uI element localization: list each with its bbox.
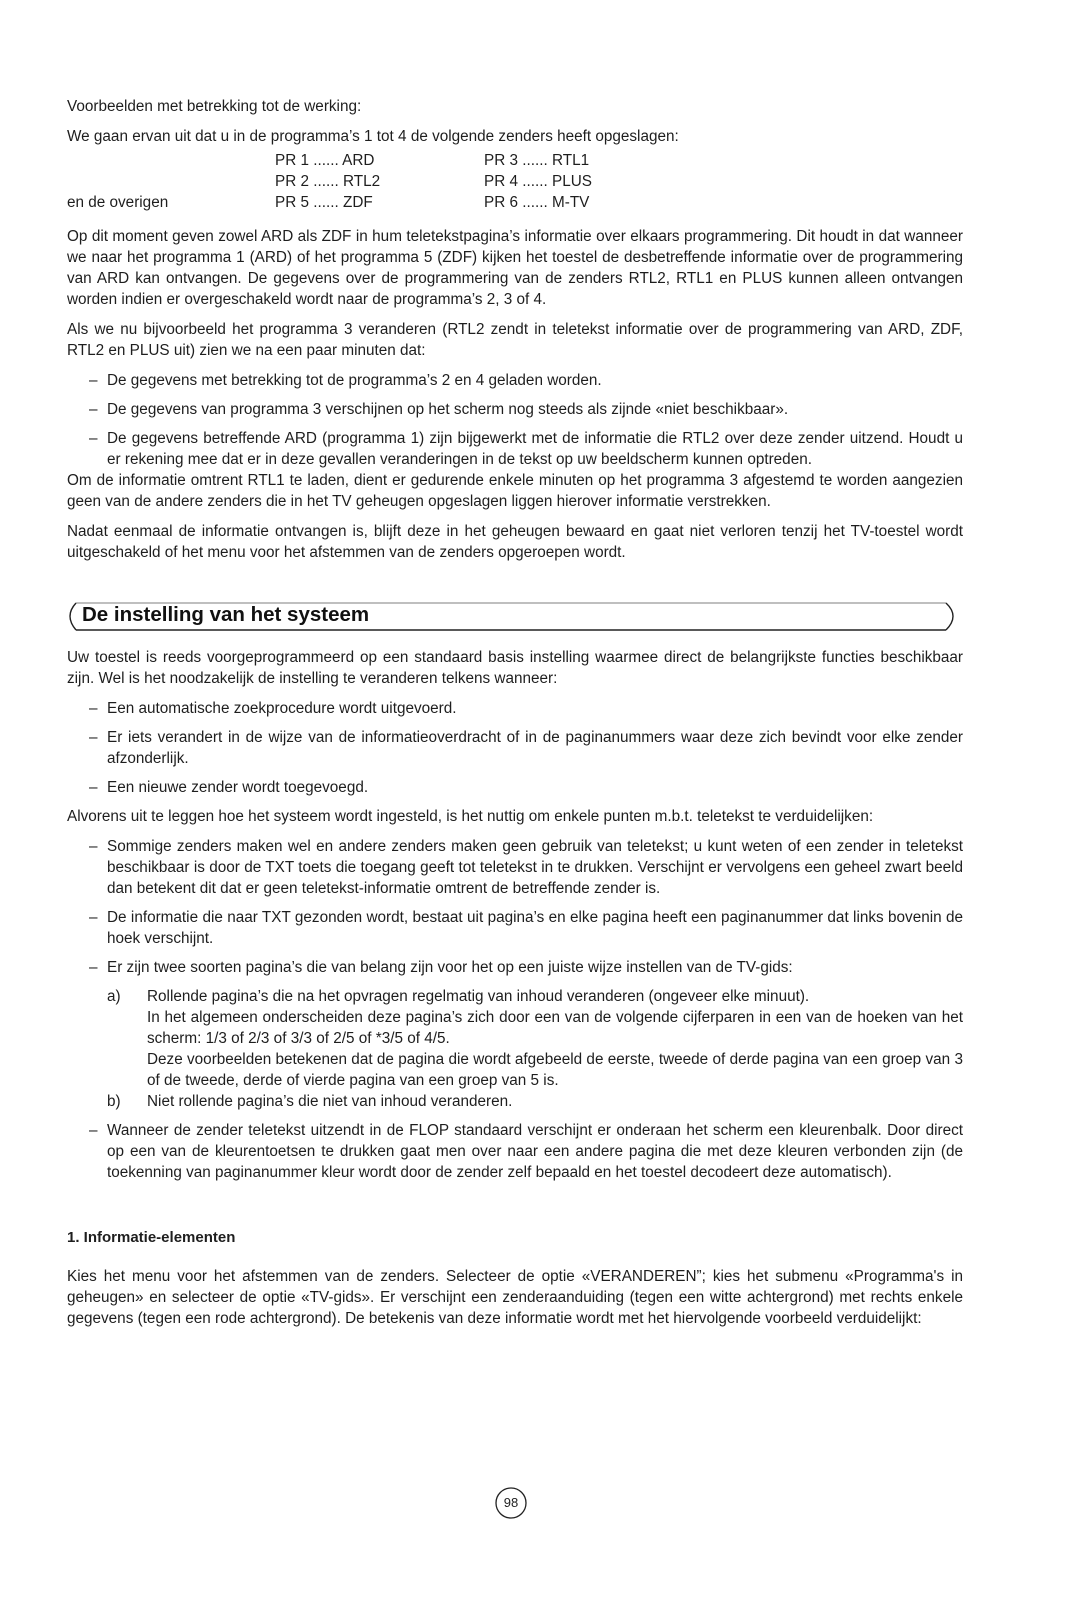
program-row-label: en de overigen <box>67 194 169 211</box>
paragraph: Op dit moment geven zowel ARD als ZDF in hum teletekstpagina’s informatie over elkaars programmering. Dit houdt in dat wanneer we naar het programma 1 (ARD) of het programma 5 (ZDF) kijken het toestel de desbetreffende informatie over de programmering van ARD kan ontvangen. De gegevens over de programmering van de zenders RTL2, RTL1 en PLUS kunnen alleen ontvangen worden indien er overgeschakeld wordt naar de programma’s 2, 3 of 4. <box>67 228 963 308</box>
sub-list-line: In het algemeen onderscheiden deze pagina’s zich door een van de volgende cijferparen in een van de hoeken van het scherm: 1/3 of 2/3 of 3/3 of 2/5 of *3/5 of 4/5. <box>147 1009 963 1047</box>
bullet-list <box>67 836 963 978</box>
sub-list-label: b) <box>107 1093 121 1110</box>
sub-list-item <box>107 1091 963 1112</box>
list-item: – De informatie die naar TXT gezonden wordt, bestaat uit pagina’s en elke pagina heeft een paginanummer dat links bovenin de hoek verschijnt. <box>67 907 963 949</box>
sub-list <box>107 986 963 1112</box>
sub-list-line: Niet rollende pagina’s die niet van inhoud veranderen. <box>147 1093 513 1110</box>
intro-heading: Voorbeelden met betrekking tot de werking: <box>67 98 362 115</box>
list-item: – Sommige zenders maken wel en andere zenders maken geen gebruik van teletekst; u kunt weten of een zender in teletekst beschikbaar is door de TXT toets die toegang geeft tot teletekst in te drukken. Verschijnt er vervolgens een geheel zwart beeld dan betekent dit dat er geen teletekst-informatie omtrent de betreffende zender is. <box>67 836 963 899</box>
program-row <box>67 150 963 171</box>
list-item: – Een automatische zoekprocedure wordt uitgevoerd. <box>67 698 963 719</box>
page-number: 98 <box>503 1495 519 1510</box>
paragraph: Om de informatie omtrent RTL1 te laden, dient er gedurende enkele minuten op het programma 3 afgestemd te worden aangezien geen van de andere zenders die in het TV geheugen opgeslagen liggen hierover informatie verstrekken. <box>67 472 963 510</box>
list-item: – De gegevens met betrekking tot de programma’s 2 en 4 geladen worden. <box>67 370 963 391</box>
list-item: – Er iets verandert in de wijze van de informatieoverdracht of in de paginanummers waar deze zich bevindt voor elke zender afzonderlijk. <box>67 727 963 769</box>
paragraph: Uw toestel is reeds voorgeprogrammeerd op een standaard basis instelling waarmee direct de belangrijkste functies beschikbaar zijn. Wel is het noodzakelijk de instelling te veranderen telkens wanneer: <box>67 649 963 687</box>
sub-list-line: Rollende pagina’s die na het opvragen regelmatig van inhoud veranderen (ongeveer elke minuut). <box>147 988 810 1005</box>
list-item: – Een nieuwe zender wordt toegevoegd. <box>67 777 963 798</box>
section-title: De instelling van het systeem <box>82 603 370 626</box>
program-entry: PR 3 ...... RTL1 <box>484 152 590 169</box>
program-entry: PR 4 ...... PLUS <box>484 173 592 190</box>
paragraph: Als we nu bijvoorbeeld het programma 3 veranderen (RTL2 zendt in teletekst informatie over de programmering van ARD, ZDF, RTL2 en PLUS uit) zien we na een paar minuten dat: <box>67 321 963 359</box>
bullet-list <box>67 1120 963 1183</box>
list-item: – Er zijn twee soorten pagina’s die van belang zijn voor het op een juiste wijze instellen van de TV-gids: <box>67 957 963 978</box>
bullet-list <box>67 370 963 470</box>
program-table <box>67 150 963 216</box>
program-entry: PR 1 ...... ARD <box>275 152 375 169</box>
program-entry: PR 5 ...... ZDF <box>275 194 373 211</box>
paragraph: Nadat eenmaal de informatie ontvangen is, blijft deze in het geheugen bewaard en gaat niet verloren tenzij het TV-toestel wordt uitgeschakeld of het menu voor het afstemmen van de zenders opgeroepen wordt. <box>67 523 963 561</box>
bullet-list <box>67 698 963 798</box>
page-number-badge <box>494 1486 528 1520</box>
subsection-title: 1. Informatie-elementen <box>67 1229 236 1246</box>
sub-list-label: a) <box>107 988 121 1005</box>
section-header <box>62 599 962 633</box>
program-row <box>67 192 963 213</box>
list-item: – Wanneer de zender teletekst uitzendt in de FLOP standaard verschijnt er onderaan het scherm een kleurenbalk. Door direct op een van de kleurentoetsen te drukken gaat men over naar een andere pagina die met deze kleuren verbonden zijn (de toekenning van paginanummer kleur wordt door de zender zelf bepaald en het toestel decodeert deze automatisch). <box>67 1120 963 1183</box>
paragraph: Alvorens uit te leggen hoe het systeem wordt ingesteld, is het nuttig om enkele punten m.b.t. teletekst te verduidelijken: <box>67 808 874 825</box>
program-entry: PR 6 ...... M-TV <box>484 194 590 211</box>
intro-stored-text: We gaan ervan uit dat u in de programma’s 1 tot 4 de volgende zenders heeft opgeslagen: <box>67 128 679 145</box>
sub-list-line: Deze voorbeelden betekenen dat de pagina die wordt afgebeeld de eerste, tweede of derde pagina van een groep van 3 of de tweede, derde of vierde pagina van een groep van 5 is. <box>147 1051 963 1089</box>
program-row <box>67 171 963 192</box>
list-item: – De gegevens betreffende ARD (programma 1) zijn bijgewerkt met de informatie die RTL2 over deze zender uitzend. Houdt u er rekening mee dat er in deze gevallen veranderingen in de tekst op uw beeldscherm kunnen optreden. <box>67 428 963 470</box>
page-content <box>67 96 963 1329</box>
paragraph: Kies het menu voor het afstemmen van de zenders. Selecteer de optie «VERANDEREN”; kies het submenu «Programma's in geheugen» en selecteer de optie «TV-gids». Er verschijnt een zenderaanduiding (tegen een witte achtergrond) met rechts enkele gegevens (tegen een rode achtergrond). De betekenis van deze informatie wordt met het hiervolgende voorbeeld verduidelijkt: <box>67 1268 963 1327</box>
sub-list-item <box>107 986 963 1091</box>
program-entry: PR 2 ...... RTL2 <box>275 173 381 190</box>
list-item: – De gegevens van programma 3 verschijnen op het scherm nog steeds als zijnde «niet beschikbaar». <box>67 399 963 420</box>
